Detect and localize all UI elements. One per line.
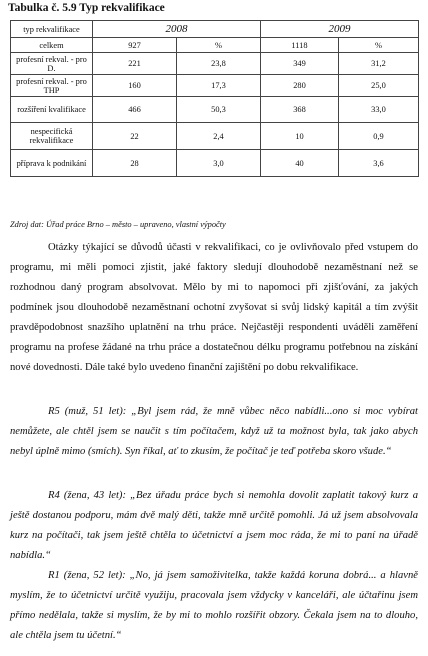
cell: 22: [93, 123, 177, 150]
row-label: nespecifická rekvalifikace: [11, 123, 93, 150]
cell: 160: [93, 75, 177, 97]
cell: 33,0: [339, 97, 419, 123]
quote-r5: [10, 402, 418, 462]
quote-r1: [10, 566, 418, 646]
table-source: Zdroj dat: Úřad práce Brno – město – upraveno, vlastní výpočty: [10, 220, 226, 229]
cell: 3,0: [177, 150, 261, 177]
table-row: [11, 53, 419, 75]
cell: 221: [93, 53, 177, 75]
header-row-years: [11, 21, 419, 38]
row-label: profesní rekval. - pro THP: [11, 75, 93, 97]
quote-text: R1 (žena, 52 let): „No, já jsem samoživitelka, takže každá koruna dobrá... a hlavně myslím, že to účetnictví určitě využiju, pracovala jsem vždycky v kanceláři, ale účtařinu jsem přímo nedělala, takže si myslím, že by mi to mohlo rozšířit obzory. Čekala jsem na to dlouho, ale chtěla jsem tu účetní.“: [10, 570, 418, 641]
quote-text: R5 (muž, 51 let): „Byl jsem rád, že mně vůbec něco nabídli...ono si moc vybírat nemůžete, ale chtěl jsem se naučit s tím počítačem, když už ta možnost byla, tak jako abych nebyl úplně mimo (smích). Syn říkal, ať to zkusím, že počítač je teď potřeba skoro všude.“: [10, 406, 418, 457]
row-label: profesní rekval. - pro D.: [11, 53, 93, 75]
table-row: [11, 75, 419, 97]
cell: 466: [93, 97, 177, 123]
header-year-2008: 2008: [93, 21, 261, 38]
cell: 3,6: [339, 150, 419, 177]
quote-r4: [10, 486, 418, 566]
header-year-2009: 2009: [261, 21, 419, 38]
header-row-totals: [11, 38, 419, 53]
header-type: typ rekvalifikace: [11, 21, 93, 38]
cell: 25,0: [339, 75, 419, 97]
table-row: [11, 150, 419, 177]
paragraph: [10, 238, 418, 378]
cell: 31,2: [339, 53, 419, 75]
cell: 2,4: [177, 123, 261, 150]
row-label: rozšíření kvalifikace: [11, 97, 93, 123]
cell: 50,3: [177, 97, 261, 123]
cell: 0,9: [339, 123, 419, 150]
table-row: [11, 123, 419, 150]
quote-text: R4 (žena, 43 let): „Bez úřadu práce bych si nemohla dovolit zaplatit takový kurz a ještě dostanou podporu, mám dvě malý děti, takže mně určitě pomohli. Já už jsem absolvovala kurz na počítači, tak jsem ještě chtěla to účetnictví a jsem moc ráda, že mi to paní na úřadě nabídla.“: [10, 490, 418, 561]
cell: %: [177, 38, 261, 53]
cell: %: [339, 38, 419, 53]
table-title: Tabulka č. 5.9 Typ rekvalifikace: [8, 2, 165, 14]
cell: 1118: [261, 38, 339, 53]
cell: 349: [261, 53, 339, 75]
cell: 10: [261, 123, 339, 150]
retraining-table: [10, 20, 419, 177]
cell: 927: [93, 38, 177, 53]
cell: 23,8: [177, 53, 261, 75]
row-label: příprava k podnikání: [11, 150, 93, 177]
table-row: [11, 97, 419, 123]
cell: 368: [261, 97, 339, 123]
paragraph-text: Otázky týkající se důvodů účasti v rekvalifikaci, co je ovlivňovalo před vstupem do programu, mi měli pomoci zjistit, jaké faktory sledují dlouhodobě nezaměstnaní než se rozhodnou daný program absolvovat. Mělo by mi to napomoci při zjišťování, za jakých podmínek jsou dlouhodobě nezaměstnaní ochotní zvyšovat si svůj lidský kapitál a tím zvýšit pravděpodobnost snazšího uplatnění na trhu práce. Nejčastěji respondenti uváděli zaměření programu na profese žádané na trhu práce a dostatečnou délku programu potřebnou na získání nové dovednosti. Dále také bylo uvedeno finanční zajištění po dobu rekvalifikace.: [10, 242, 418, 373]
cell: 17,3: [177, 75, 261, 97]
cell: celkem: [11, 38, 93, 53]
cell: 28: [93, 150, 177, 177]
cell: 280: [261, 75, 339, 97]
cell: 40: [261, 150, 339, 177]
